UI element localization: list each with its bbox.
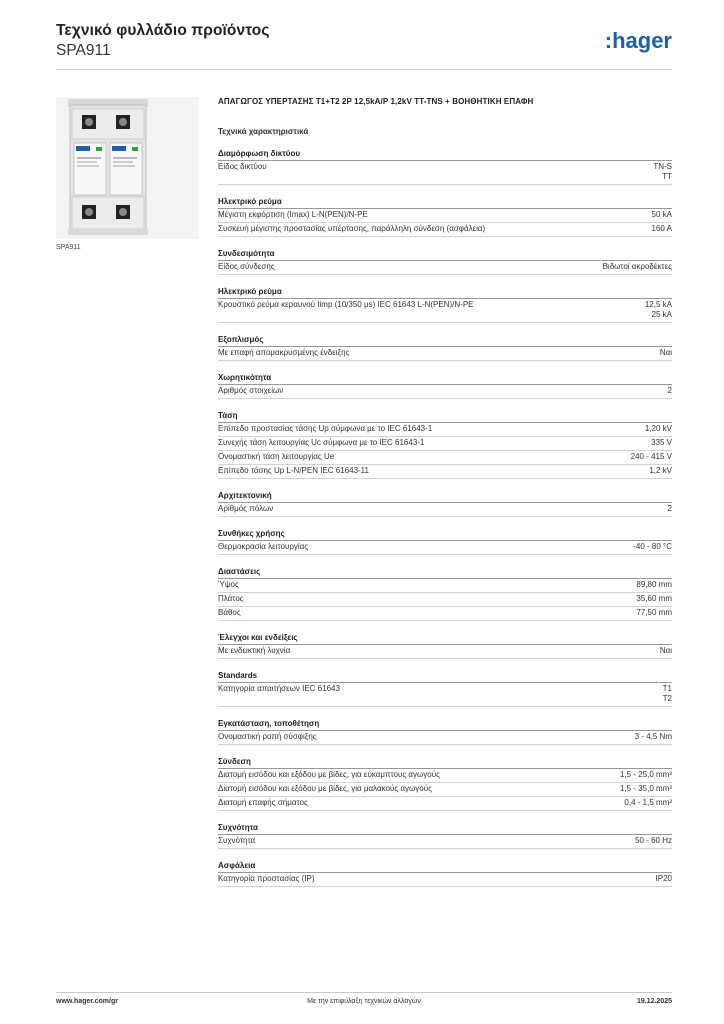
spec-section: [218, 757, 672, 811]
section-title: Εγκατάσταση, τοποθέτηση: [218, 719, 672, 731]
spec-value: Ναι: [659, 646, 672, 655]
spec-row: [218, 541, 672, 555]
spec-value: 335 V: [651, 438, 672, 447]
spec-value: IP20: [655, 874, 672, 883]
spec-section: [218, 671, 672, 707]
spec-row: [218, 161, 672, 185]
spec-row: [218, 261, 672, 275]
spec-row: [218, 299, 672, 323]
spec-row: [218, 451, 672, 465]
spec-section: [218, 149, 672, 185]
hager-logo: [592, 28, 672, 54]
spec-row: [218, 593, 672, 607]
spec-row: [218, 783, 672, 797]
footer-date: 19.12.2025: [636, 998, 672, 1005]
spec-row: [218, 607, 672, 621]
spec-row: [218, 437, 672, 451]
section-title: Διαμόρφωση δικτύου: [218, 149, 672, 161]
spec-label: Ονομαστική ροπή σύσφιξης: [218, 732, 317, 741]
page-header: [56, 22, 672, 68]
spec-value: 160 A: [651, 224, 672, 233]
spec-section: [218, 567, 672, 621]
image-caption: SPA911: [56, 244, 81, 251]
spec-value: Βιδωτοί ακροδέκτες: [602, 262, 672, 271]
spec-section: [218, 249, 672, 275]
spec-value: 89,80 mm: [636, 580, 672, 589]
spec-section: [218, 861, 672, 887]
logo-text: :hager: [604, 28, 672, 53]
spec-row: [218, 835, 672, 849]
spec-section: [218, 529, 672, 555]
spec-label: Κατηγορία απαιτήσεων IEC 61643: [218, 684, 340, 693]
spec-row: [218, 579, 672, 593]
spec-label: Είδος σύνδεσης: [218, 262, 275, 271]
spec-content: [218, 97, 672, 887]
spec-label: Επίπεδο προστασίας τάσης Up σύμφωνα με το IEC 61643-1: [218, 424, 433, 433]
spec-value: 3 - 4,5 Nm: [634, 732, 672, 741]
spec-label: Επίπεδο τάσης Up L-N/PEN IEC 61643-11: [218, 466, 369, 475]
spec-label: Με επαφή απομακρυσμένης ένδειξης: [218, 348, 350, 357]
spec-row: [218, 873, 672, 887]
spec-row: [218, 347, 672, 361]
section-title: Ηλεκτρικό ρεύμα: [218, 197, 672, 209]
spec-row: [218, 797, 672, 811]
footer-website[interactable]: www.hager.com/gr: [56, 998, 118, 1005]
spec-value: 50 - 60 Hz: [635, 836, 672, 845]
spec-label: Βάθος: [218, 608, 241, 617]
spec-value: TN-S TT: [653, 162, 672, 181]
spec-label: Διατομή επαφής σήματος: [218, 798, 308, 807]
spec-section: [218, 197, 672, 237]
spec-label: Αριθμός πόλων: [218, 504, 274, 513]
section-title: Ηλεκτρικό ρεύμα: [218, 287, 672, 299]
spec-row: [218, 209, 672, 223]
spec-label: Συνεχής τάση λειτουργίας Uc σύμφωνα με το IEC 61643-1: [218, 438, 425, 447]
header-divider: [56, 69, 672, 70]
section-title: Χωρητικότητα: [218, 373, 672, 385]
section-title: Διαστάσεις: [218, 567, 672, 579]
spec-section: [218, 335, 672, 361]
document-title: Τεχνικό φυλλάδιο προϊόντος: [56, 22, 270, 39]
spec-value: 0,4 - 1,5 mm²: [624, 798, 672, 807]
spec-row: [218, 503, 672, 517]
spec-value: Ναι: [659, 348, 672, 357]
section-title: Σύνδεση: [218, 757, 672, 769]
spec-label: Ύψος: [218, 580, 239, 589]
section-title: Standards: [218, 671, 672, 683]
spec-value: 1,5 - 35,0 mm²: [619, 784, 672, 793]
spec-label: Διατομή εισόδου και εξόδου με βίδες, για εύκαμπτους αγωγούς: [218, 770, 440, 779]
spec-label: Κατηγορία προστασίας (IP): [218, 874, 315, 883]
section-title: Συνδεσιμότητα: [218, 249, 672, 261]
section-title: Συχνότητα: [218, 823, 672, 835]
spec-label: Είδος δικτύου: [218, 162, 267, 171]
spec-label: Θερμοκρασία λειτουργίας: [218, 542, 309, 551]
spec-value: 77,50 mm: [636, 608, 672, 617]
spec-row: [218, 769, 672, 783]
spec-section: [218, 823, 672, 849]
section-title: Ασφάλεια: [218, 861, 672, 873]
spec-section: [218, 287, 672, 323]
spec-value: 35,60 mm: [636, 594, 672, 603]
spec-value: T1 T2: [662, 684, 672, 703]
spec-row: [218, 223, 672, 237]
spec-label: Μέγιστη εκφόρτιση (Imax) L-N(PEN)/N-PE: [218, 210, 368, 219]
spec-value: 50 kA: [651, 210, 672, 219]
spec-value: 2: [667, 504, 672, 513]
product-image: [56, 97, 198, 239]
spec-row: [218, 465, 672, 479]
spec-row: [218, 683, 672, 707]
footer-disclaimer: Με την επιφύλαξη τεχνικών αλλαγών: [307, 998, 421, 1005]
spec-value: 1,2 kV: [649, 466, 672, 475]
spec-value: 240 - 415 V: [630, 452, 672, 461]
spec-label: Διατομή εισόδου και εξόδου με βίδες, για μαλακούς αγωγούς: [218, 784, 432, 793]
spec-row: [218, 385, 672, 399]
specs-heading: Τεχνικά χαρακτηριστικά: [218, 127, 309, 136]
footer-divider: [56, 992, 672, 993]
spec-section: [218, 633, 672, 659]
section-title: Αρχιτεκτονική: [218, 491, 672, 503]
spec-value: 12,5 kA 25 kA: [644, 300, 672, 319]
spec-label: Συχνότητα: [218, 836, 256, 845]
section-title: Συνθήκες χρήσης: [218, 529, 672, 541]
product-code: SPA911: [56, 42, 111, 59]
spec-value: 1,5 - 25,0 mm²: [619, 770, 672, 779]
spec-sections: [218, 149, 672, 887]
spec-section: [218, 373, 672, 399]
product-name: ΑΠΑΓΩΓΟΣ ΥΠΕΡΤΑΣΗΣ T1+T2 2P 12,5kA/P 1,2kV TT-TNS + ΒΟΗΘΗΤΙΚΗ ΕΠΑΦΗ: [218, 97, 534, 106]
spec-value: -40 - 80 °C: [633, 542, 672, 551]
spec-label: Αριθμός στοιχείων: [218, 386, 284, 395]
spec-label: Κρουστικό ρεύμα κεραυνού Iimp (10/350 μs) IEC 61643 L-N(PEN)/N-PE: [218, 300, 474, 309]
spec-row: [218, 731, 672, 745]
section-title: Τάση: [218, 411, 672, 423]
section-title: Έλεγχοι και ενδείξεις: [218, 633, 672, 645]
section-title: Εξοπλισμός: [218, 335, 672, 347]
spec-label: Με ενδεικτική λυχνία: [218, 646, 291, 655]
spec-section: [218, 719, 672, 745]
spec-label: Ονομαστική τάση λειτουργίας Ue: [218, 452, 335, 461]
spec-value: 2: [667, 386, 672, 395]
spec-row: [218, 423, 672, 437]
spec-value: 1,20 kV: [644, 424, 672, 433]
spec-label: Πλάτος: [218, 594, 244, 603]
spec-section: [218, 411, 672, 479]
spec-row: [218, 645, 672, 659]
spec-label: Συσκευή μέγιστης προστασίας υπέρτασης, παράλληλη σύνδεση (ασφάλεια): [218, 224, 486, 233]
spec-section: [218, 491, 672, 517]
